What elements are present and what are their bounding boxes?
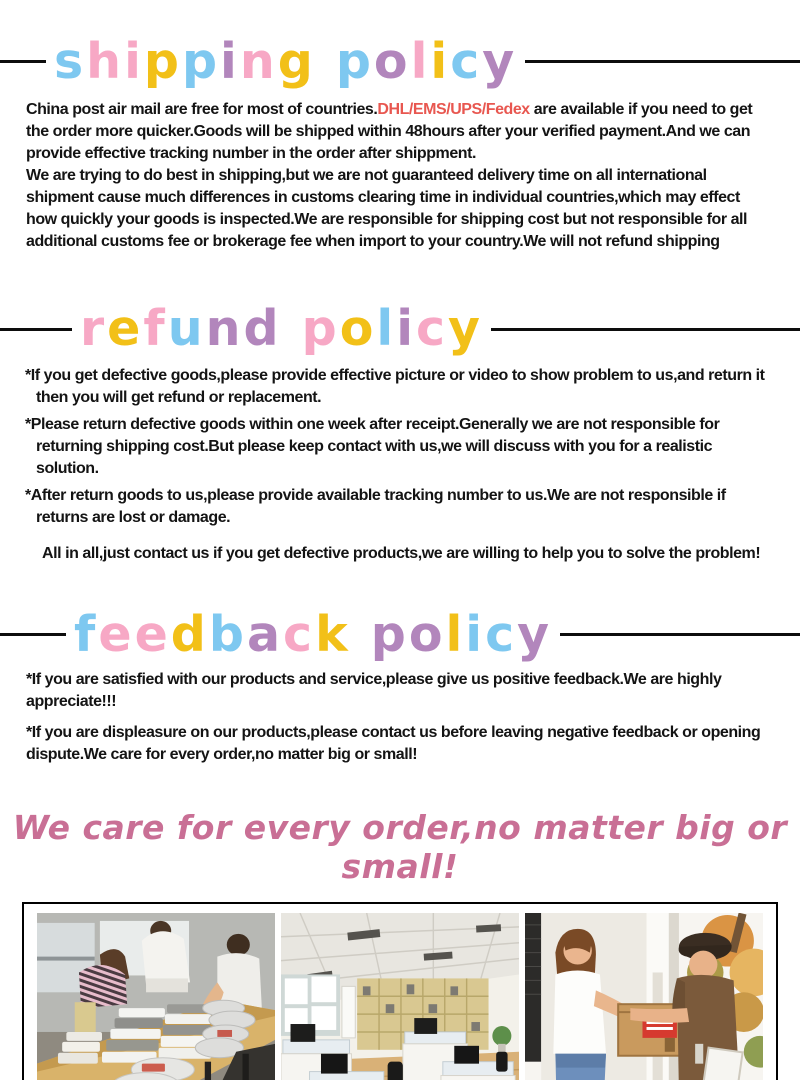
photo-warehouse-packing [37,913,275,1080]
divider-line [525,60,800,63]
section-feedback [0,605,800,766]
tagline: We care for every order,no matter big or small! [12,808,788,887]
shipping-title-row [0,33,800,90]
feedback-paragraph: *If you are satisfied with our products and service,please give us positive feedback.We are highly appreciate!!! [26,671,722,711]
photo-office-interior [281,913,519,1080]
refund-item: *After return goods to us,please provide available tracking number to us.We are not responsible if returns are lost or damage. [25,486,726,526]
section-shipping [0,33,800,253]
refund-policy-title: refund policy [80,300,483,358]
divider-line [0,328,72,331]
shipping-policy-title: shipping policy [54,33,518,90]
courier-delivery-illustration [525,913,763,1080]
refund-title-row [0,300,800,358]
section-refund [0,300,800,564]
photo-courier-delivery [525,913,763,1080]
shipping-paragraph-2: We are trying to do best in shipping,but we are not guaranteed delivery time on all international shipment cause much differences in customs clearing time in individual countries,which may effect how quickly your goods is inspected.We are responsible for shipping cost but not responsible for all additional customs fee or brokerage fee when import to your country.We will not refund shipping [26,167,748,251]
shipping-text-before: China post air mail are free for most of countries. [26,101,378,119]
shipping-text-after: are available if you need to get the order more quicker.Goods will be shipped within 48hours after your verified payment.And we can provide effective tracking number in the order after shippment. [26,101,753,163]
feedback-title-row [0,605,800,663]
feedback-policy-title: feedback policy [74,605,553,663]
divider-line [0,60,46,63]
divider-line [0,633,66,636]
divider-line [560,633,800,636]
office-interior-illustration [281,913,519,1080]
divider-line [491,328,800,331]
feedback-paragraph: *If you are displeasure on our products,please contact us before leaving negative feedback or opening dispute.We care for every order,no matter big or small! [26,724,761,764]
photo-strip [22,902,778,1080]
refund-closing-line: All in all,just contact us if you get defective products,we are willing to help you to solve the problem! [42,544,761,562]
shipping-paragraph-1 [0,99,800,165]
warehouse-packing-illustration [37,913,275,1080]
refund-item: *If you get defective goods,please provide effective picture or video to show problem to us,and return it then you will get refund or replacement. [25,366,765,406]
shipping-carriers-highlight: DHL/EMS/UPS/Fedex [377,101,530,119]
refund-item: *Please return defective goods within one week after receipt.Generally we are not responsible for returning shipping cost.But please keep contact with us,we will discuss with you for a realistic solution. [25,415,720,477]
